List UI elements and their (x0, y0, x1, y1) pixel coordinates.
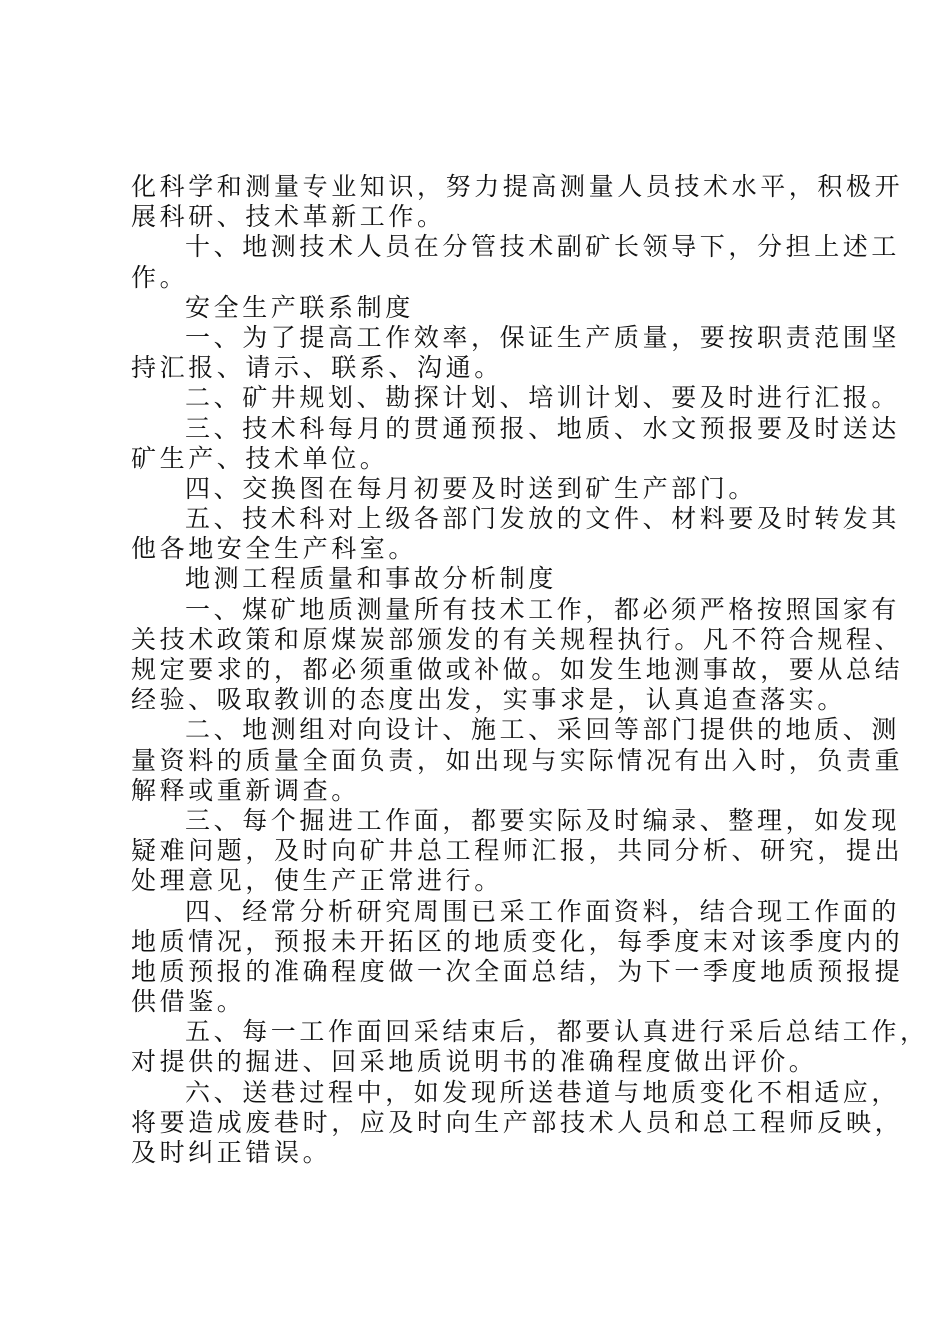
text-line: 三、每个掘进工作面，都要实际及时编录、整理，如发现 (185, 805, 901, 835)
text-line: 安全生产联系制度 (185, 292, 414, 322)
text-line: 二、地测组对向设计、施工、采回等部门提供的地质、测 (185, 715, 901, 745)
text-line: 规定要求的，都必须重做或补做。如发生地测事故，要从总结 (131, 655, 904, 684)
text-line: 四、交换图在每月初要及时送到矿生产部门。 (185, 473, 758, 503)
text-line: 地质预报的准确程度做一次全面总结，为下一季度地质预报提 (131, 956, 904, 986)
text-line: 他各地安全生产科室。 (131, 534, 418, 564)
text-line: 矿生产、技术单位。 (131, 443, 389, 473)
text-line: 关技术政策和原煤炭部颁发的有关规程执行。凡不符合规程、 (131, 624, 904, 654)
text-line: 经验、吸取教训的态度出发，实事求是，认真追查落实。 (131, 685, 847, 715)
text-line: 地质情况，预报未开拓区的地质变化，每季度末对该季度内的 (131, 926, 904, 956)
text-line: 一、为了提高工作效率，保证生产质量，要按职责范围坚 (185, 322, 901, 352)
text-line: 十、地测技术人员在分管技术副矿长领导下，分担上述工 (185, 232, 901, 262)
text-line: 六、送巷过程中，如发现所送巷道与地质变化不相适应， (185, 1077, 901, 1107)
text-line: 二、矿井规划、勘探计划、培训计划、要及时进行汇报。 (185, 383, 901, 413)
text-line: 供借鉴。 (131, 987, 246, 1017)
text-line: 处理意见，使生产正常进行。 (131, 866, 503, 896)
text-line: 五、技术科对上级各部门发放的文件、材料要及时转发其 (185, 504, 901, 534)
text-line: 解释或重新调查。 (131, 775, 360, 805)
text-line: 量资料的质量全面负责，如出现与实际情况有出入时，负责重 (131, 745, 904, 775)
text-line: 对提供的掘进、回采地质说明书的准确程度做出评价。 (131, 1047, 818, 1077)
text-line: 一、煤矿地质测量所有技术工作，都必须严格按照国家有 (185, 594, 901, 624)
text-line: 展科研、技术革新工作。 (131, 202, 446, 232)
text-line: 三、技术科每月的贯通预报、地质、水文预报要及时送达 (185, 413, 901, 443)
text-line: 疑难问题，及时向矿井总工程师汇报，共同分析、研究，提出 (131, 836, 904, 866)
document-body (131, 172, 929, 1168)
text-line: 四、经常分析研究周围已采工作面资料，结合现工作面的 (185, 896, 901, 926)
text-line: 作。 (131, 262, 189, 292)
text-line: 将要造成废巷时，应及时向生产部技术人员和总工程师反映， (131, 1107, 904, 1137)
text-line: 五、每一工作面回采结束后，都要认真进行采后总结工作， (185, 1017, 929, 1047)
text-line: 持汇报、请示、联系、沟通。 (131, 353, 503, 383)
text-line: 及时纠正错误。 (131, 1138, 332, 1167)
text-line: 化科学和测量专业知识，努力提高测量人员技术水平，积极开 (131, 172, 904, 201)
text-line: 地测工程质量和事故分析制度 (185, 564, 557, 594)
